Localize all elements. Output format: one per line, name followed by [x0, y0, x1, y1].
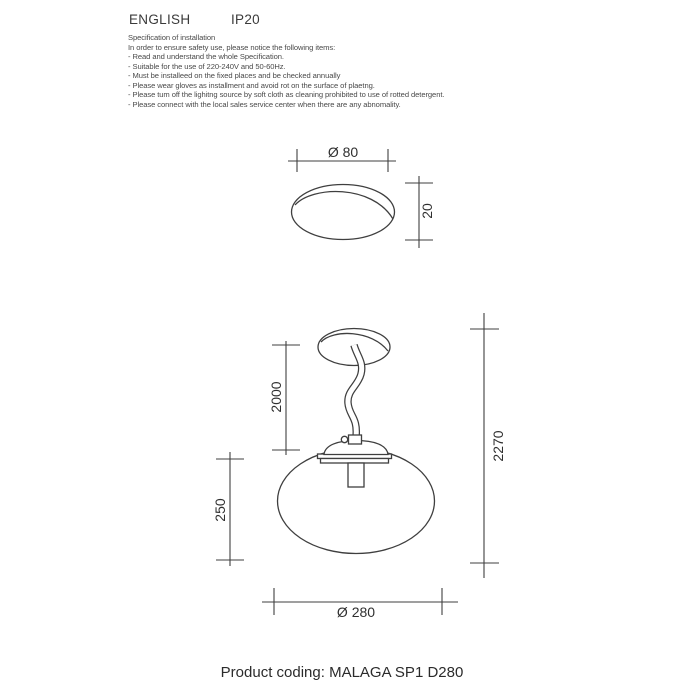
dim-label-250: 250 — [212, 498, 228, 522]
lamp-socket — [348, 463, 364, 487]
spec-item: - Read and understand the whole Specification. — [128, 52, 284, 62]
cord-grip — [349, 435, 362, 444]
spec-item: - Please connect with the local sales service center when there are any abnomality. — [128, 99, 401, 109]
spec-item: - Must be installeed on the fixed places and be checked annually — [128, 71, 341, 81]
spec-item: - Please wear gloves as installment and avoid rot on the surface of plaetng. — [128, 80, 375, 90]
dim-label-2000: 2000 — [268, 381, 284, 413]
dim-label-2270: 2270 — [490, 430, 506, 462]
pendant-drawing — [212, 313, 506, 620]
dim-label-h20: 20 — [419, 203, 435, 219]
spec-item: - Suitable for the use of 220-240V and 50-60Hz. — [128, 61, 286, 71]
dim-label-d280: Ø 280 — [336, 604, 376, 620]
cord-grip-clip — [341, 436, 347, 442]
spec-item: - Please tum off the lighitng source by soft cloth as cleaning prohibited to use of rotted detergent. — [128, 90, 445, 100]
canopy-disc — [292, 185, 395, 240]
lamp-flange-lower — [321, 459, 389, 464]
dim-label-d80: Ø 80 — [327, 144, 359, 160]
language-label: ENGLISH — [129, 12, 191, 27]
spec-intro: In order to ensure safety use, please notice the following items: — [128, 42, 336, 52]
ip-rating-label: IP20 — [231, 12, 260, 27]
product-coding: Product coding: MALAGA SP1 D280 — [220, 664, 464, 681]
canopy-drawing — [288, 144, 435, 248]
spec-title: Specification of installation — [128, 33, 216, 42]
